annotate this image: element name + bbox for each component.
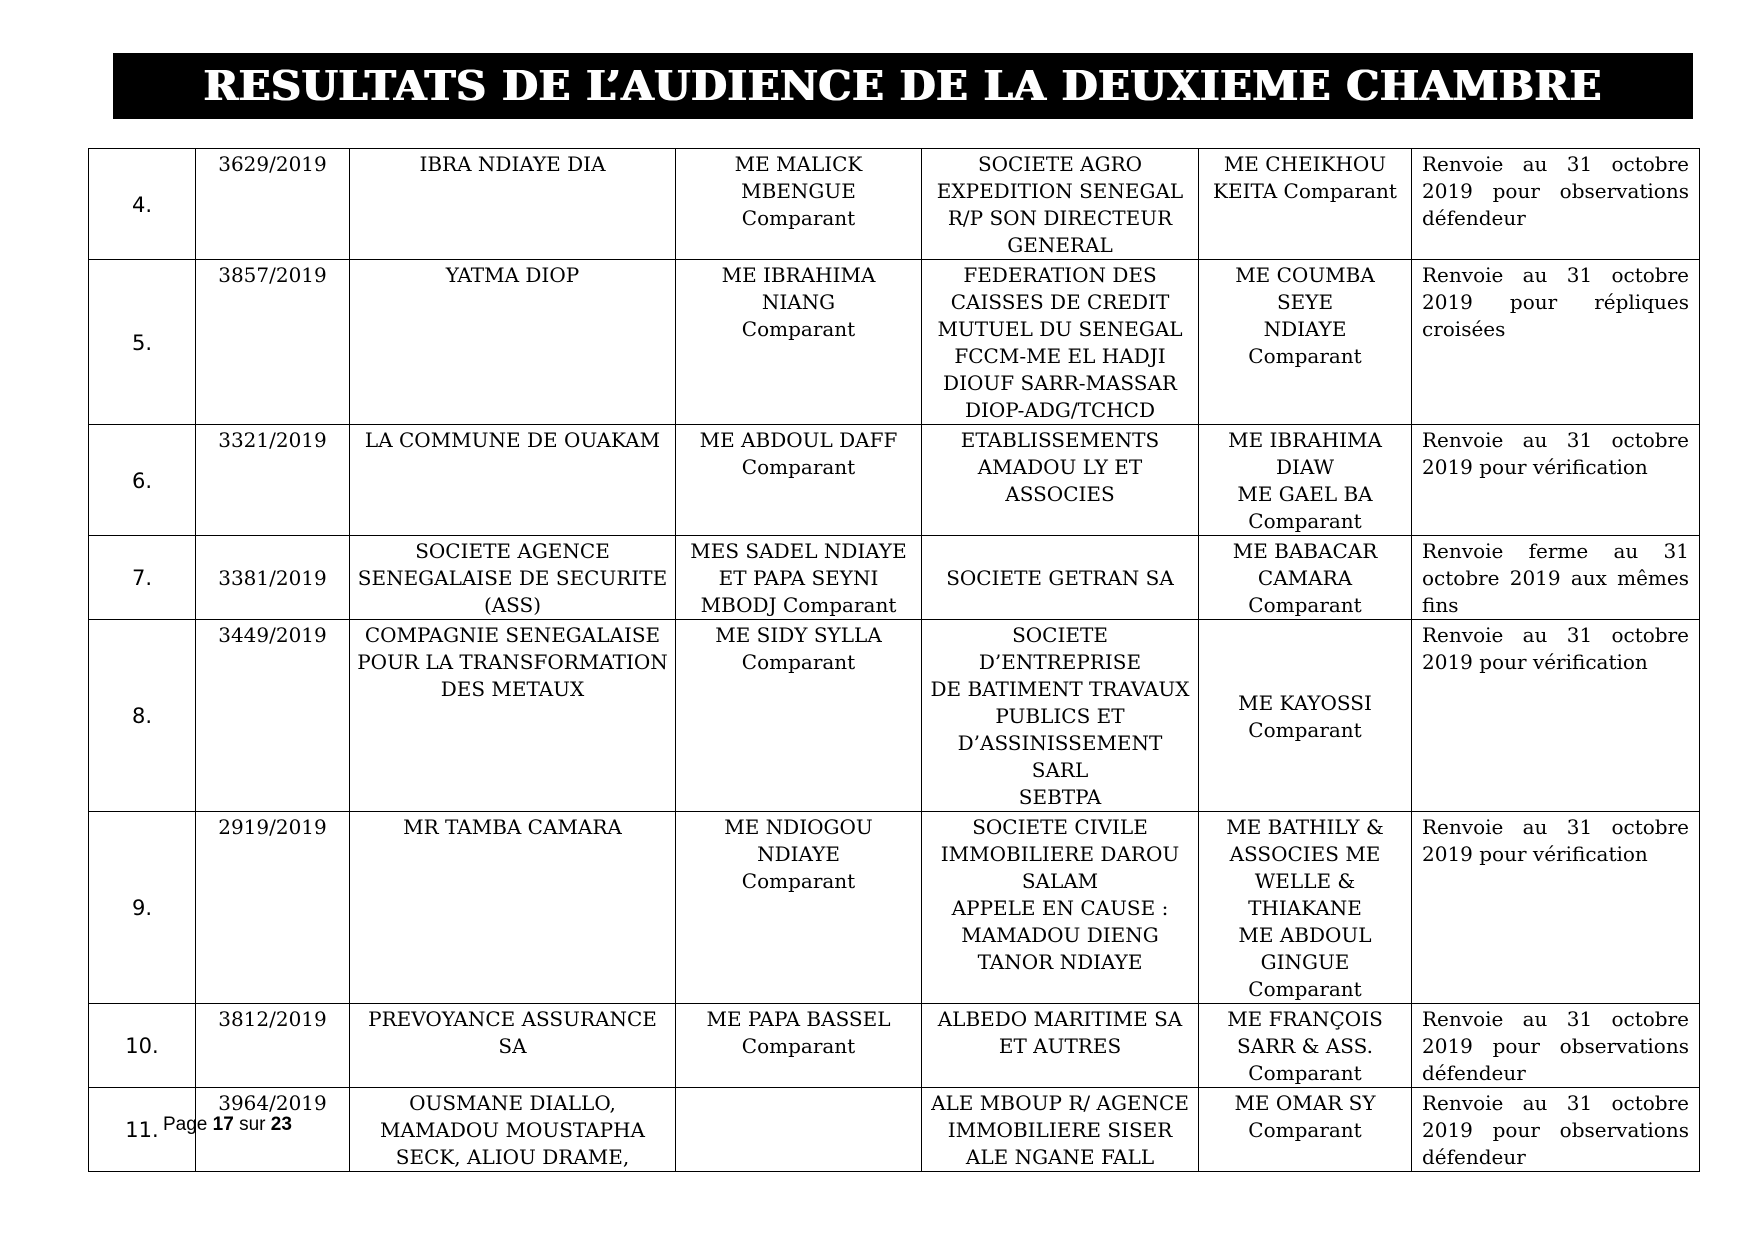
table-row [89,425,1700,536]
defendant: ALE MBOUP R/ AGENCE IMMOBILIERE SISER ALE NGANE FALL [922,1088,1199,1172]
results-table-body [89,149,1700,1172]
decision: Renvoie au 31 octobre 2019 pour observations défendeur [1412,1088,1700,1172]
table-row [89,1004,1700,1088]
row-number: 10. [89,1004,196,1088]
case-number: 3449/2019 [196,620,350,812]
case-number: 3812/2019 [196,1004,350,1088]
plaintiff: MR TAMBA CAMARA [350,812,676,1004]
plaintiff-lawyer: ME IBRAHIMA NIANG Comparant [676,260,922,425]
plaintiff-lawyer: ME MALICK MBENGUE Comparant [676,149,922,260]
plaintiff-lawyer: ME NDIOGOU NDIAYE Comparant [676,812,922,1004]
defendant-lawyer: ME CHEIKHOU KEITA Comparant [1199,149,1412,260]
page-title: RESULTATS DE L’AUDIENCE DE LA DEUXIEME CHAMBRE [203,62,1603,110]
plaintiff: OUSMANE DIALLO, MAMADOU MOUSTAPHA SECK, ALIOU DRAME, [350,1088,676,1172]
case-number: 3321/2019 [196,425,350,536]
table-row [89,812,1700,1004]
defendant-lawyer: ME OMAR SY Comparant [1199,1088,1412,1172]
case-number: 3964/2019 [196,1088,350,1172]
plaintiff-lawyer: ME PAPA BASSEL Comparant [676,1004,922,1088]
decision: Renvoie ferme au 31 octobre 2019 aux mêmes fins [1412,536,1700,620]
defendant-lawyer: ME FRANÇOIS SARR & ASS. Comparant [1199,1004,1412,1088]
table-row [89,260,1700,425]
decision: Renvoie au 31 octobre 2019 pour observations défendeur [1412,149,1700,260]
row-number: 7. [89,536,196,620]
plaintiff: SOCIETE AGENCE SENEGALAISE DE SECURITE (ASS) [350,536,676,620]
defendant: SOCIETE AGRO EXPEDITION SENEGAL R/P SON DIRECTEUR GENERAL [922,149,1199,260]
row-number: 4. [89,149,196,260]
defendant-lawyer: ME COUMBA SEYE NDIAYE Comparant [1199,260,1412,425]
case-number: 2919/2019 [196,812,350,1004]
row-number: 5. [89,260,196,425]
defendant: SOCIETE D’ENTREPRISE DE BATIMENT TRAVAUX PUBLICS ET D’ASSINISSEMENT SARL SEBTPA [922,620,1199,812]
case-number: 3381/2019 [196,536,350,620]
plaintiff-lawyer: ME SIDY SYLLA Comparant [676,620,922,812]
table-row [89,149,1700,260]
current-page-number: 17 [212,1114,234,1135]
decision: Renvoie au 31 octobre 2019 pour vérification [1412,812,1700,1004]
row-number: 9. [89,812,196,1004]
defendant: SOCIETE GETRAN SA [922,536,1199,620]
row-number: 11. [89,1088,196,1172]
defendant: FEDERATION DES CAISSES DE CREDIT MUTUEL DU SENEGAL FCCM-ME EL HADJI DIOUF SARR-MASSAR DIOP-ADG/TCHCD [922,260,1199,425]
total-pages: 23 [270,1114,292,1135]
plaintiff: PREVOYANCE ASSURANCE SA [350,1004,676,1088]
defendant: SOCIETE CIVILE IMMOBILIERE DAROU SALAM APPELE EN CAUSE : MAMADOU DIENG TANOR NDIAYE [922,812,1199,1004]
row-number: 6. [89,425,196,536]
table-row [89,620,1700,812]
defendant: ALBEDO MARITIME SA ET AUTRES [922,1004,1199,1088]
defendant-lawyer: ME KAYOSSI Comparant [1199,620,1412,812]
case-number: 3857/2019 [196,260,350,425]
plaintiff: IBRA NDIAYE DIA [350,149,676,260]
results-table [88,148,1700,1172]
case-number: 3629/2019 [196,149,350,260]
plaintiff-lawyer [676,1088,922,1172]
table-row [89,1088,1700,1172]
decision: Renvoie au 31 octobre 2019 pour vérification [1412,620,1700,812]
defendant-lawyer: ME BABACAR CAMARA Comparant [1199,536,1412,620]
page-title-banner [113,53,1693,119]
footer-prefix: Page [163,1114,213,1135]
decision: Renvoie au 31 octobre 2019 pour observations défendeur [1412,1004,1700,1088]
footer-middle: sur [233,1114,271,1135]
page-footer [163,1114,292,1136]
table-row [89,536,1700,620]
plaintiff: YATMA DIOP [350,260,676,425]
defendant-lawyer: ME IBRAHIMA DIAW ME GAEL BA Comparant [1199,425,1412,536]
decision: Renvoie au 31 octobre 2019 pour répliques croisées [1412,260,1700,425]
defendant-lawyer: ME BATHILY & ASSOCIES ME WELLE & THIAKANE ME ABDOUL GINGUE Comparant [1199,812,1412,1004]
plaintiff: COMPAGNIE SENEGALAISE POUR LA TRANSFORMATION DES METAUX [350,620,676,812]
plaintiff-lawyer: ME ABDOUL DAFF Comparant [676,425,922,536]
decision: Renvoie au 31 octobre 2019 pour vérification [1412,425,1700,536]
defendant: ETABLISSEMENTS AMADOU LY ET ASSOCIES [922,425,1199,536]
row-number: 8. [89,620,196,812]
plaintiff: LA COMMUNE DE OUAKAM [350,425,676,536]
plaintiff-lawyer: MES SADEL NDIAYE ET PAPA SEYNI MBODJ Comparant [676,536,922,620]
